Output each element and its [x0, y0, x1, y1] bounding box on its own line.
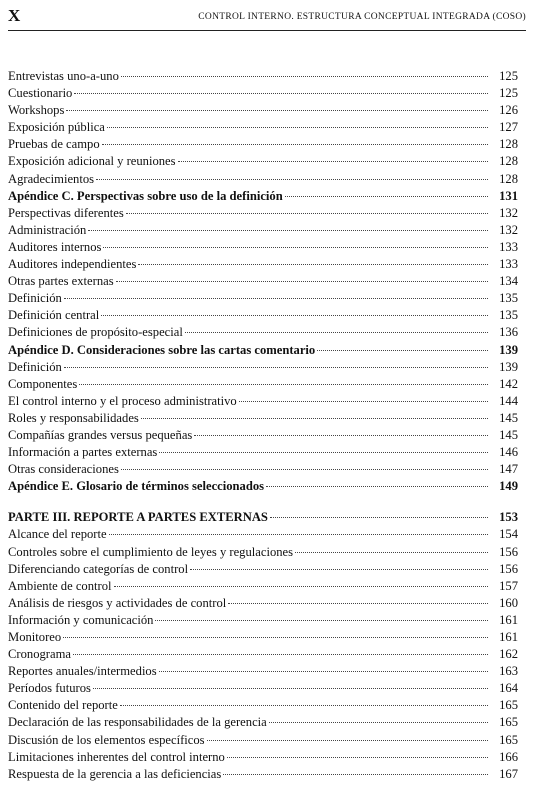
toc-entry: [8, 663, 518, 680]
dot-leader: [159, 452, 488, 453]
toc-entry-page: 156: [499, 561, 518, 576]
toc-entry: [8, 376, 518, 393]
toc-entry: [8, 290, 518, 307]
toc-entry-title: Auditores independientes: [8, 257, 137, 272]
toc-section-heading: [8, 188, 518, 205]
toc-entry-title: Reportes anuales/intermedios: [8, 664, 157, 679]
toc-entry-title: Definición central: [8, 308, 100, 323]
dot-leader: [190, 569, 488, 570]
toc-section-heading: [8, 509, 518, 526]
dot-leader: [101, 315, 488, 316]
toc-entry-page: 156: [499, 544, 518, 559]
dot-leader: [64, 367, 488, 368]
toc-entry: [8, 697, 518, 714]
toc-entry-page: 133: [499, 239, 518, 254]
toc-entry-title: Apéndice D. Consideraciones sobre las cartas comentario: [8, 342, 316, 357]
toc-entry: [8, 578, 518, 595]
toc-entry: [8, 612, 518, 629]
toc-entry-page: 126: [499, 103, 518, 118]
toc-entry-title: Limitaciones inherentes del control interno: [8, 749, 225, 764]
toc-entry: [8, 629, 518, 646]
toc-entry: [8, 153, 518, 170]
toc-entry: [8, 222, 518, 239]
toc-entry: [8, 102, 518, 119]
toc-entry-page: 125: [499, 69, 518, 83]
dot-leader: [74, 93, 488, 94]
toc-entry-title: Períodos futuros: [8, 681, 91, 696]
dot-leader: [107, 127, 488, 128]
toc-entry-page: 147: [499, 462, 518, 477]
toc-entry: [8, 595, 518, 612]
toc-entry-title: Apéndice C. Perspectivas sobre uso de la definición: [8, 188, 283, 203]
toc-entry-page: 132: [499, 222, 518, 237]
toc-entry-page: 128: [499, 137, 518, 152]
toc-entry-page: 134: [499, 274, 518, 289]
toc-entry-page: 128: [499, 171, 518, 186]
toc-entry-page: 144: [499, 393, 518, 408]
toc-entry-title: Declaración de las responsabilidades de la gerencia: [8, 715, 267, 730]
toc-entry-title: Ambiente de control: [8, 578, 112, 593]
dot-leader: [178, 161, 488, 162]
toc-entry-page: 131: [499, 188, 518, 203]
toc-entry: [8, 732, 518, 749]
dot-leader: [138, 264, 488, 265]
toc-entry-title: Otras consideraciones: [8, 462, 119, 477]
toc-entry-title: Respuesta de la gerencia a las deficiencias: [8, 766, 222, 781]
toc-entry-page: 160: [499, 595, 518, 610]
dot-leader: [141, 418, 488, 419]
toc-entry: [8, 273, 518, 290]
toc-entry: [8, 427, 518, 444]
toc-entry: [8, 444, 518, 461]
dot-leader: [223, 774, 488, 775]
dot-leader: [285, 196, 488, 197]
dot-leader: [96, 179, 488, 180]
dot-leader: [63, 637, 488, 638]
toc-entry: [8, 136, 518, 153]
toc-entry-page: 165: [499, 698, 518, 713]
toc-entry: [8, 646, 518, 663]
toc-entry-page: 165: [499, 715, 518, 730]
toc-entry-page: 157: [499, 578, 518, 593]
dot-leader: [64, 298, 488, 299]
toc-entry-title: Workshops: [8, 103, 65, 118]
toc-entry-title: Entrevistas uno-a-uno: [8, 69, 119, 83]
dot-leader: [155, 620, 488, 621]
toc-entry-title: Agradecimientos: [8, 171, 95, 186]
dot-leader: [270, 517, 488, 518]
toc-entry-page: 139: [499, 359, 518, 374]
toc-entry-title: Roles y responsabilidades: [8, 410, 139, 425]
toc-entry-page: 149: [499, 479, 518, 494]
toc-entry-title: Información a partes externas: [8, 445, 158, 460]
toc-entry: [8, 171, 518, 188]
dot-leader: [317, 350, 488, 351]
toc-entry-title: Administración: [8, 222, 87, 237]
dot-leader: [116, 281, 488, 282]
toc-entry-page: 135: [499, 308, 518, 323]
dot-leader: [269, 722, 488, 723]
toc-entry-title: Definición: [8, 359, 62, 374]
toc-entry-page: 164: [499, 681, 518, 696]
dot-leader: [228, 603, 488, 604]
dot-leader: [295, 552, 488, 553]
dot-leader: [207, 740, 488, 741]
toc-entry-page: 128: [499, 154, 518, 169]
dot-leader: [73, 654, 488, 655]
toc-entry: [8, 749, 518, 766]
toc-entry: [8, 68, 518, 85]
toc-entry-page: 161: [499, 612, 518, 627]
toc-entry-page: 166: [499, 749, 518, 764]
toc-section-heading: [8, 478, 518, 495]
toc-entry-title: Discusión de los elementos específicos: [8, 732, 205, 747]
toc-entry: [8, 544, 518, 561]
toc-entry-title: Definición: [8, 291, 62, 306]
toc-entry-title: Definiciones de propósito-especial: [8, 325, 183, 340]
toc-entry-title: Análisis de riesgos y actividades de control: [8, 595, 227, 610]
table-of-contents: [8, 68, 518, 783]
toc-entry: [8, 307, 518, 324]
dot-leader: [66, 110, 488, 111]
toc-entry-page: 163: [499, 664, 518, 679]
toc-entry-page: 135: [499, 291, 518, 306]
toc-entry: [8, 410, 518, 427]
toc-entry-page: 145: [499, 427, 518, 442]
dot-leader: [194, 435, 488, 436]
toc-entry-title: Información y comunicación: [8, 612, 154, 627]
toc-entry: [8, 526, 518, 543]
toc-entry: [8, 239, 518, 256]
toc-entry: [8, 393, 518, 410]
toc-entry: [8, 359, 518, 376]
dot-leader: [114, 586, 488, 587]
toc-entry-title: Perspectivas diferentes: [8, 205, 124, 220]
toc-entry-page: 165: [499, 732, 518, 747]
dot-leader: [121, 76, 488, 77]
toc-entry: [8, 256, 518, 273]
toc-entry-page: 132: [499, 205, 518, 220]
toc-entry: [8, 119, 518, 136]
dot-leader: [93, 688, 488, 689]
toc-entry-page: 139: [499, 342, 518, 357]
toc-entry-page: 146: [499, 445, 518, 460]
toc-entry: [8, 324, 518, 341]
toc-entry-page: 145: [499, 410, 518, 425]
toc-entry-title: Contenido del reporte: [8, 698, 118, 713]
toc-entry: [8, 85, 518, 102]
toc-section-heading: [8, 342, 518, 359]
dot-leader: [126, 213, 488, 214]
toc-entry-title: Alcance del reporte: [8, 527, 107, 542]
toc-entry-page: 133: [499, 257, 518, 272]
toc-entry-title: Exposición adicional y reuniones: [8, 154, 176, 169]
toc-entry-title: Controles sobre el cumplimiento de leyes y regulaciones: [8, 544, 294, 559]
toc-entry-title: Diferenciando categorías de control: [8, 561, 189, 576]
toc-entry-title: Pruebas de campo: [8, 137, 100, 152]
toc-entry: [8, 205, 518, 222]
toc-entry-page: 154: [499, 527, 518, 542]
header-rule: [8, 30, 526, 31]
dot-leader: [109, 534, 488, 535]
toc-entry-page: 161: [499, 630, 518, 644]
dot-leader: [227, 757, 488, 758]
toc-entry: [8, 766, 518, 783]
page-number-roman: X: [8, 6, 22, 25]
toc-entry: [8, 461, 518, 478]
toc-entry-title: Componentes: [8, 376, 78, 391]
toc-entry-title: El control interno y el proceso administrativo: [8, 393, 237, 408]
toc-entry-page: 142: [499, 376, 518, 391]
running-title: CONTROL INTERNO. ESTRUCTURA CONCEPTUAL INTEGRADA (COSO): [198, 12, 526, 22]
toc-entry-title: Apéndice E. Glosario de términos seleccionados: [8, 479, 265, 494]
toc-entry-page: 127: [499, 120, 518, 135]
toc-entry-title: Cronograma: [8, 647, 71, 662]
toc-entry-page: 162: [499, 647, 518, 662]
dot-leader: [79, 384, 488, 385]
toc-entry-title: Auditores internos: [8, 239, 102, 254]
dot-leader: [103, 247, 488, 248]
toc-entry-title: Otras partes externas: [8, 274, 114, 289]
toc-entry: [8, 680, 518, 697]
toc-entry-title: Compañías grandes versus pequeñas: [8, 427, 193, 442]
toc-entry-title: Cuestionario: [8, 86, 73, 101]
dot-leader: [239, 401, 488, 402]
toc-entry-page: 153: [499, 510, 518, 525]
toc-entry-page: 167: [499, 766, 518, 781]
dot-leader: [185, 332, 488, 333]
toc-entry: [8, 714, 518, 731]
dot-leader: [102, 144, 488, 145]
toc-entry-title: PARTE III. REPORTE A PARTES EXTERNAS: [8, 510, 268, 525]
toc-entry-page: 125: [499, 86, 518, 101]
dot-leader: [120, 705, 488, 706]
dot-leader: [88, 230, 488, 231]
dot-leader: [121, 469, 488, 470]
toc-entry-title: Exposición pública: [8, 120, 105, 135]
page-header: [8, 6, 526, 30]
toc-entry-page: 136: [499, 325, 518, 340]
toc-entry: [8, 561, 518, 578]
dot-leader: [266, 486, 488, 487]
toc-entry-title: Monitoreo: [8, 630, 62, 644]
dot-leader: [159, 671, 488, 672]
